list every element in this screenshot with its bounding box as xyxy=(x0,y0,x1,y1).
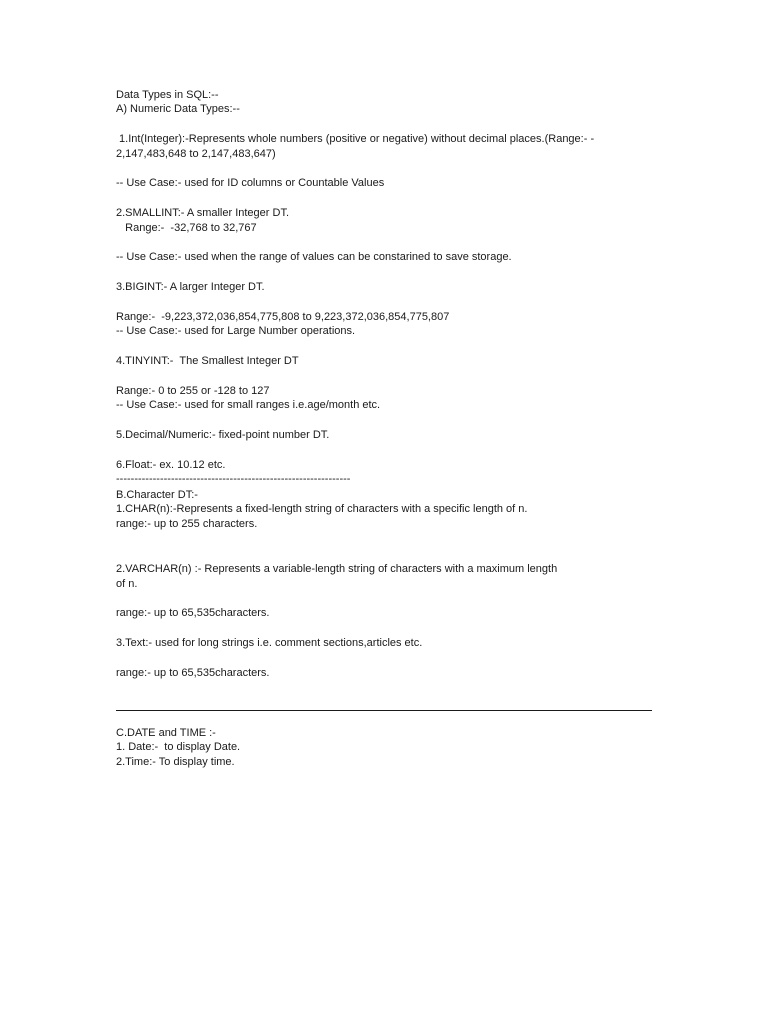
bigint-range: Range:- -9,223,372,036,854,775,808 to 9,223,372,036,854,775,807 xyxy=(116,311,450,323)
int-definition: 1.Int(Integer):-Represents whole numbers (positive or negative) without decimal places.(Range:- - xyxy=(116,133,595,145)
document-title: Data Types in SQL:-- xyxy=(116,89,219,101)
bigint-use-case: -- Use Case:- used for Large Number operations. xyxy=(116,325,356,337)
tinyint-definition: 4.TINYINT:- The Smallest Integer DT xyxy=(116,355,299,367)
tinyint-use-case: -- Use Case:- used for small ranges i.e.age/month etc. xyxy=(116,399,381,411)
dashed-separator: ---------------------------------------------------------------- xyxy=(116,473,351,485)
tinyint-range: Range:- 0 to 255 or -128 to 127 xyxy=(116,385,270,397)
text-definition: 3.Text:- used for long strings i.e. comment sections,articles etc. xyxy=(116,637,423,649)
character-heading: B.Character DT:- xyxy=(116,489,198,501)
smallint-definition: 2.SMALLINT:- A smaller Integer DT. xyxy=(116,207,290,219)
bigint-definition: 3.BIGINT:- A larger Integer DT. xyxy=(116,281,265,293)
varchar-definition: 2.VARCHAR(n) :- Represents a variable-length string of characters with a maximum length xyxy=(116,563,558,575)
varchar-definition-continued: of n. xyxy=(116,578,138,590)
horizontal-rule xyxy=(116,710,652,711)
smallint-range: Range:- -32,768 to 32,767 xyxy=(116,222,257,234)
numeric-heading: A) Numeric Data Types:-- xyxy=(116,103,240,115)
smallint-use-case: -- Use Case:- used when the range of values can be constarined to save storage. xyxy=(116,251,512,263)
char-definition: 1.CHAR(n):-Represents a fixed-length string of characters with a specific length of n. xyxy=(116,503,528,515)
decimal-definition: 5.Decimal/Numeric:- fixed-point number DT. xyxy=(116,429,330,441)
int-use-case: -- Use Case:- used for ID columns or Countable Values xyxy=(116,177,385,189)
text-range: range:- up to 65,535characters. xyxy=(116,667,270,679)
int-range: 2,147,483,648 to 2,147,483,647) xyxy=(116,148,276,160)
varchar-range: range:- up to 65,535characters. xyxy=(116,607,270,619)
float-definition: 6.Float:- ex. 10.12 etc. xyxy=(116,459,226,471)
datetime-heading: C.DATE and TIME :- xyxy=(116,727,216,739)
date-definition: 1. Date:- to display Date. xyxy=(116,741,241,753)
char-range: range:- up to 255 characters. xyxy=(116,518,258,530)
time-definition: 2.Time:- To display time. xyxy=(116,756,235,768)
